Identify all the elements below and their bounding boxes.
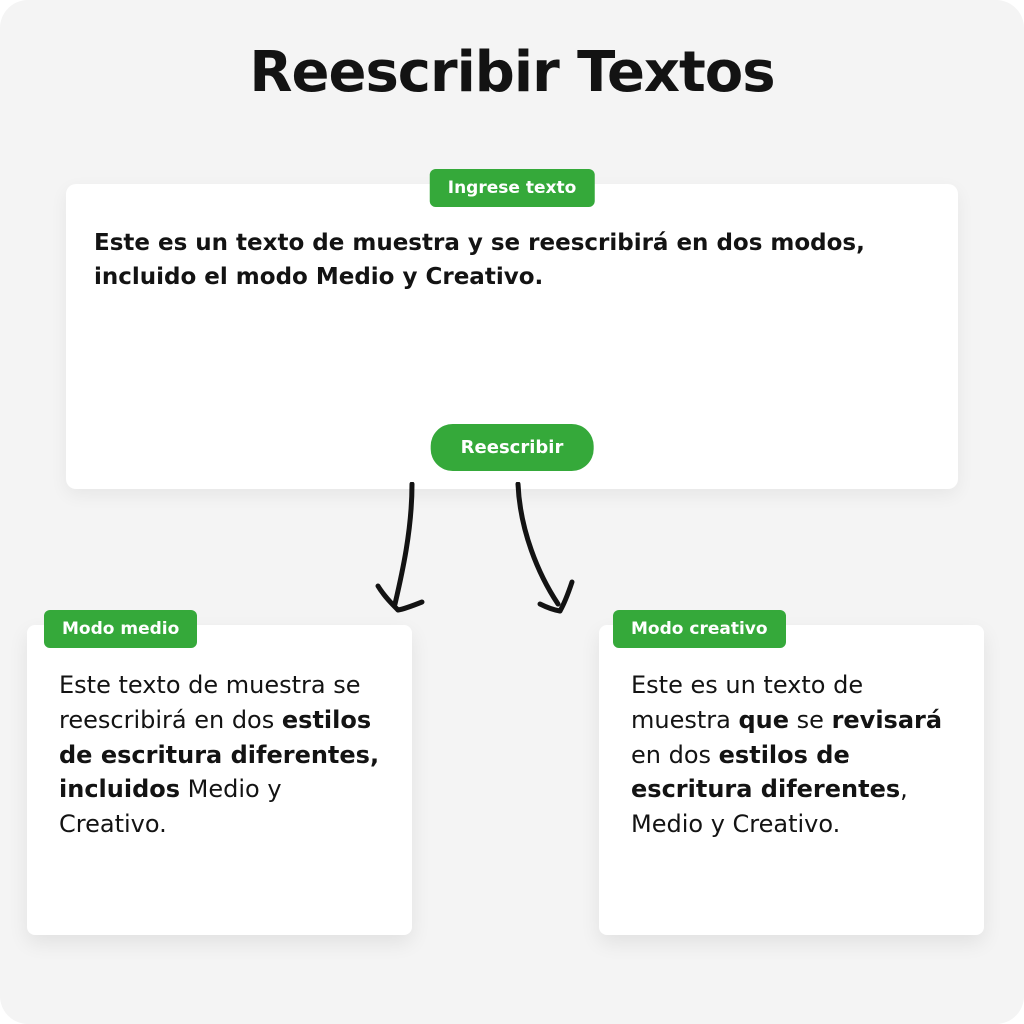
output-card-creativo <box>599 619 984 935</box>
output-card-medio-text: Este texto de muestra se reescribirá en dos estilos de escritura diferentes, incluidos Medio y Creativo. <box>59 671 380 839</box>
output-card-creativo-text: Este es un texto de muestra que se revisará en dos estilos de escritura diferentes, Medio y Creativo. <box>631 671 943 839</box>
output-card-medio <box>27 619 412 935</box>
curved-arrow-down-right-icon <box>518 484 572 611</box>
input-card-tag: Ingrese texto <box>430 169 595 207</box>
input-text[interactable]: Este es un texto de muestra y se reescribirá en dos modos, incluido el modo Medio y Creativo. <box>94 230 865 291</box>
curved-arrow-down-left-icon <box>378 484 422 610</box>
page-title: Reescribir Textos <box>249 40 775 105</box>
output-card-medio-tag: Modo medio <box>44 610 197 648</box>
input-card <box>66 178 958 489</box>
arrows-group <box>340 482 640 632</box>
output-card-creativo-tag: Modo creativo <box>613 610 786 648</box>
rewrite-button[interactable]: Reescribir <box>431 424 594 471</box>
